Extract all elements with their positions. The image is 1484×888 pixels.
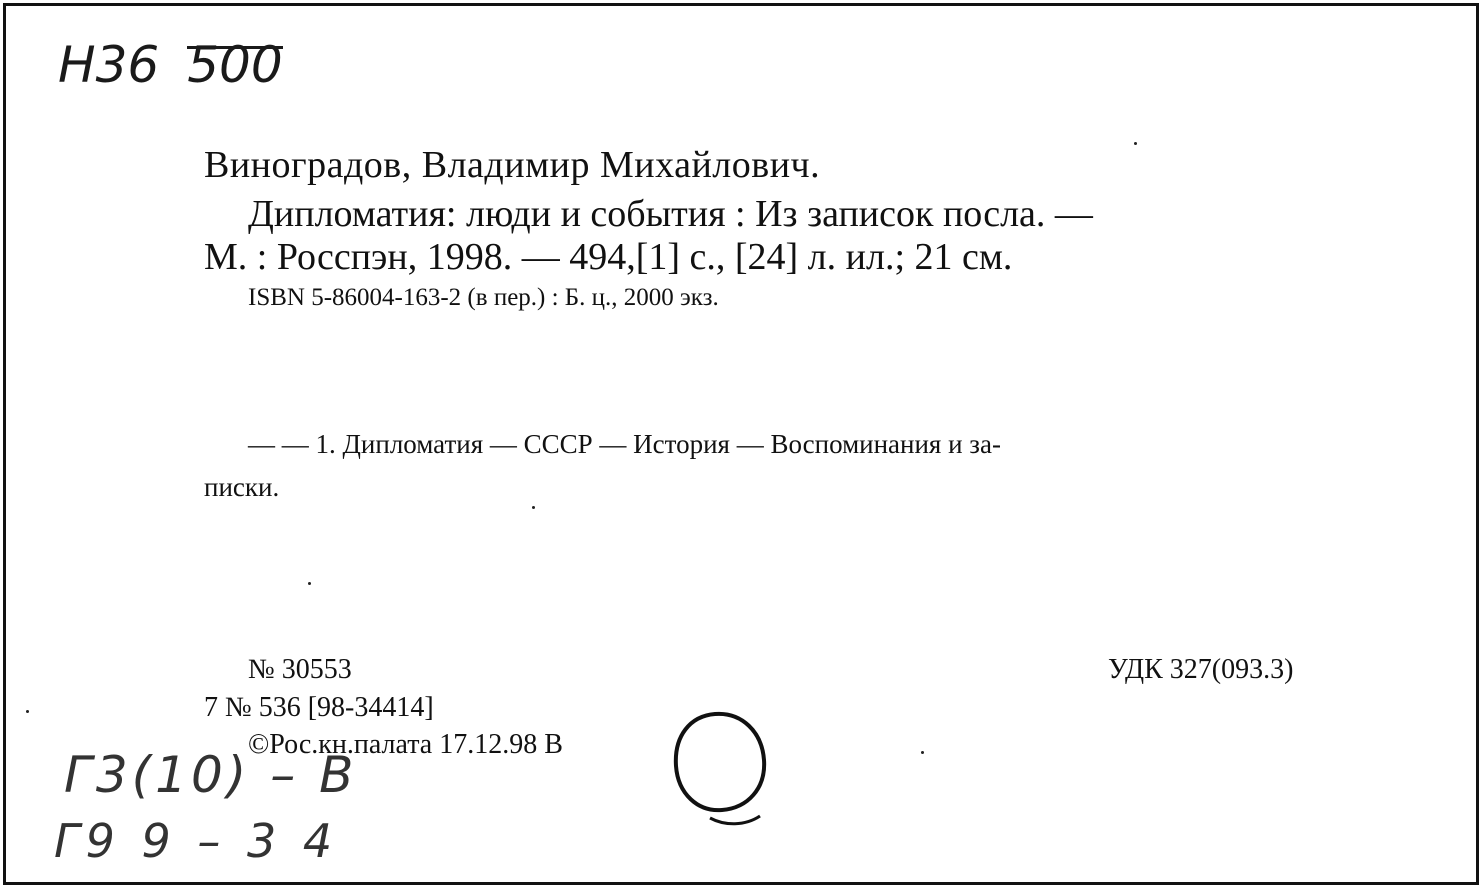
speck — [921, 751, 924, 754]
handwritten-note-1: Г3(10) – В — [64, 746, 358, 804]
title-line-1: Дипломатия: люди и события : Из записок посла. — — [248, 193, 1093, 235]
subject-line-2: писки. — [204, 472, 280, 502]
speck — [308, 582, 311, 585]
card-number: № 30553 — [248, 654, 352, 685]
udk-code: УДК 327(093.3) — [1108, 654, 1294, 685]
author-heading: Виноградов, Владимир Михайлович. — [204, 144, 821, 186]
stamp-circle-icon — [670, 706, 775, 831]
speck — [1134, 142, 1137, 145]
speck — [532, 506, 535, 509]
handwritten-number: 500 — [187, 36, 283, 94]
handwritten-note-2: Г9 9 – 3 4 — [54, 814, 339, 868]
catalog-card — [3, 3, 1479, 885]
order-number: 7 № 536 [98-34414] — [204, 692, 434, 723]
handwritten-call-number — [58, 36, 283, 94]
speck — [26, 710, 29, 713]
subject-line-1: — — 1. Дипломатия — СССР — История — Воспоминания и за- — [248, 429, 1001, 459]
handwritten-code: Н36 — [58, 36, 160, 94]
copyright-line: ©Рос.кн.палата 17.12.98 В — [248, 729, 563, 760]
title-line-2: М. : Росспэн, 1998. — 494,[1] с., [24] л. ил.; 21 см. — [204, 236, 1013, 278]
isbn-line: ISBN 5-86004-163-2 (в пер.) : Б. ц., 2000 экз. — [248, 284, 719, 311]
